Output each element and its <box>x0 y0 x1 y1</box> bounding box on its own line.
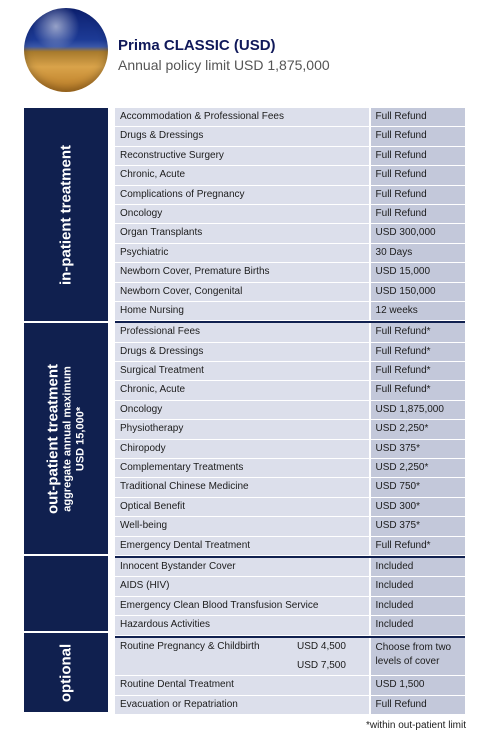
benefit-value: 12 weeks <box>371 302 465 320</box>
inpatient-label: in-patient treatment <box>57 144 75 285</box>
table-row <box>115 498 465 517</box>
section-label-optional-blank <box>24 556 108 631</box>
table-row <box>115 224 465 243</box>
benefit-value: USD 1,875,000 <box>371 401 465 419</box>
benefit-value: Full Refund* <box>371 362 465 380</box>
table-row <box>115 127 465 146</box>
benefit-value: USD 150,000 <box>371 283 465 301</box>
table-row <box>115 343 465 362</box>
benefit-name: Optical Benefit <box>115 498 369 516</box>
footnote: *within out-patient limit <box>365 720 466 731</box>
table-row <box>115 166 465 185</box>
table-row <box>115 283 465 302</box>
section-label-inpatient <box>24 108 108 321</box>
benefit-value: Full Refund <box>371 147 465 165</box>
table-row <box>115 323 465 342</box>
benefit-value: Choose from two levels of cover <box>371 638 465 676</box>
benefit-value: USD 375* <box>371 517 465 535</box>
benefit-value: USD 15,000 <box>371 263 465 281</box>
table-row <box>115 205 465 224</box>
benefit-name: Newborn Cover, Premature Births <box>115 263 369 281</box>
benefit-name: Oncology <box>115 205 369 223</box>
benefit-name: Chronic, Acute <box>115 166 369 184</box>
optional-label: optional <box>57 643 75 702</box>
benefit-name: Organ Transplants <box>115 224 369 242</box>
benefit-name: Drugs & Dressings <box>115 343 369 361</box>
table-row <box>115 558 465 577</box>
table-row <box>115 420 465 439</box>
table-row <box>115 616 465 635</box>
table-row <box>115 401 465 420</box>
benefit-value: USD 2,250* <box>371 459 465 477</box>
benefit-value: Full Refund <box>371 696 465 714</box>
benefit-name-cell <box>115 638 369 676</box>
outpatient-sublabel-2: USD 15,000* <box>74 406 87 471</box>
table-row <box>115 459 465 478</box>
benefit-value: Full Refund* <box>371 343 465 361</box>
benefit-value: Included <box>371 558 465 576</box>
table-row <box>115 577 465 596</box>
table-row <box>115 186 465 205</box>
table-row <box>115 638 465 677</box>
benefit-name: Routine Dental Treatment <box>115 676 369 694</box>
benefit-name: Chiropody <box>115 440 369 458</box>
brand-logo-globe <box>24 8 108 92</box>
benefit-value: USD 1,500 <box>371 676 465 694</box>
table-row <box>115 108 465 127</box>
benefit-name: Emergency Clean Blood Transfusion Service <box>115 597 369 615</box>
benefit-value: 30 Days <box>371 244 465 262</box>
benefit-value: Full Refund <box>371 205 465 223</box>
benefit-name: Accommodation & Professional Fees <box>115 108 369 126</box>
benefit-value: USD 2,250* <box>371 420 465 438</box>
benefit-name: Oncology <box>115 401 369 419</box>
benefit-value: Full Refund <box>371 186 465 204</box>
benefit-name: Drugs & Dressings <box>115 127 369 145</box>
page-title: Prima CLASSIC (USD) <box>118 37 276 54</box>
benefit-value: Full Refund <box>371 127 465 145</box>
section-label-optional <box>24 633 108 712</box>
benefit-amount-option-1: USD 4,500 <box>297 640 346 652</box>
table-row <box>115 362 465 381</box>
benefit-amount-option-2: USD 7,500 <box>297 659 346 671</box>
benefit-value: Included <box>371 577 465 595</box>
section-label-outpatient <box>24 323 108 554</box>
benefit-value: Included <box>371 616 465 634</box>
benefit-name: Routine Pregnancy & Childbirth <box>120 640 260 652</box>
table-row <box>115 147 465 166</box>
table-row <box>115 517 465 536</box>
outpatient-label: out-patient treatment <box>44 363 62 514</box>
table-row <box>115 244 465 263</box>
benefit-value: USD 750* <box>371 478 465 496</box>
benefit-name: Psychiatric <box>115 244 369 262</box>
benefit-value: USD 300,000 <box>371 224 465 242</box>
benefit-name: Complications of Pregnancy <box>115 186 369 204</box>
benefit-name: Traditional Chinese Medicine <box>115 478 369 496</box>
table-row <box>115 597 465 616</box>
table-row <box>115 302 465 321</box>
table-row <box>115 676 465 695</box>
benefit-name: Well-being <box>115 517 369 535</box>
benefit-value: Included <box>371 597 465 615</box>
benefit-name: Complementary Treatments <box>115 459 369 477</box>
benefit-name: Surgical Treatment <box>115 362 369 380</box>
benefits-table <box>115 108 465 715</box>
benefit-name: AIDS (HIV) <box>115 577 369 595</box>
page-subtitle: Annual policy limit USD 1,875,000 <box>118 57 330 73</box>
benefit-name: Innocent Bystander Cover <box>115 558 369 576</box>
benefit-name: Physiotherapy <box>115 420 369 438</box>
benefit-name: Newborn Cover, Congenital <box>115 283 369 301</box>
benefit-name: Hazardous Activities <box>115 616 369 634</box>
benefit-value: Full Refund <box>371 108 465 126</box>
benefit-value: USD 375* <box>371 440 465 458</box>
benefit-value: Full Refund* <box>371 381 465 399</box>
benefit-name: Evacuation or Repatriation <box>115 696 369 714</box>
table-row <box>115 381 465 400</box>
benefit-value: Full Refund* <box>371 537 465 555</box>
benefit-value: Full Refund* <box>371 323 465 341</box>
outpatient-sublabel-1: aggregate annual maximum <box>61 365 74 512</box>
benefit-name: Emergency Dental Treatment <box>115 537 369 555</box>
benefit-value: Full Refund <box>371 166 465 184</box>
table-row <box>115 696 465 715</box>
benefit-name: Chronic, Acute <box>115 381 369 399</box>
benefit-name: Professional Fees <box>115 323 369 341</box>
benefit-value: USD 300* <box>371 498 465 516</box>
benefit-name: Reconstructive Surgery <box>115 147 369 165</box>
table-row <box>115 537 465 556</box>
benefit-name: Home Nursing <box>115 302 369 320</box>
table-row <box>115 263 465 282</box>
table-row <box>115 440 465 459</box>
table-row <box>115 478 465 497</box>
